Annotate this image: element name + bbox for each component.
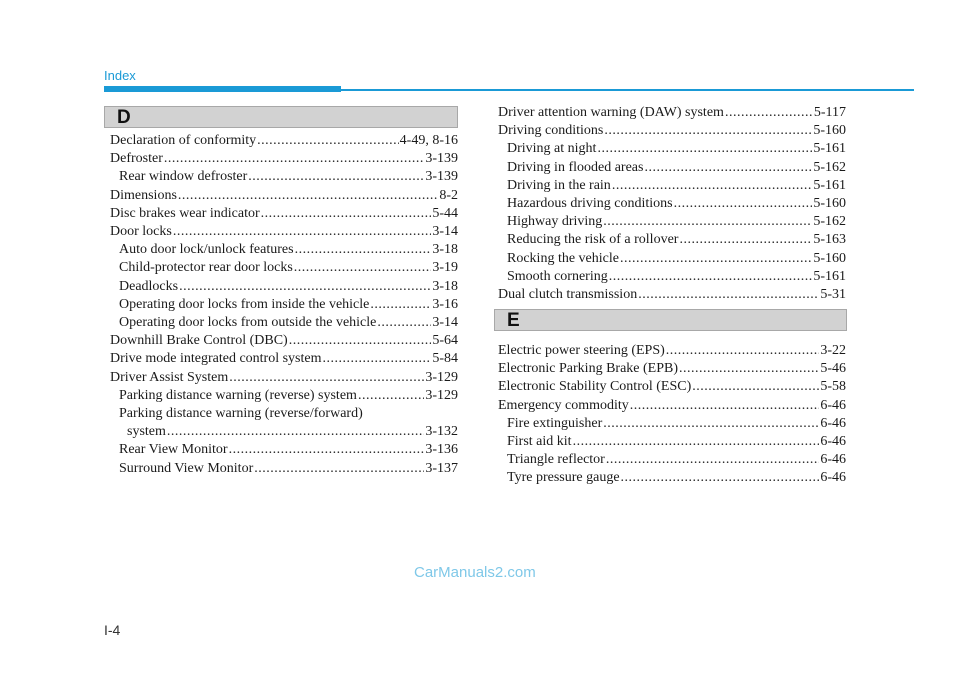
entry-name: Disc brakes wear indicator [110,205,260,221]
entry-page: 3-18 [432,278,458,294]
index-entry[interactable] [498,342,846,360]
entry-name: Parking distance warning (reverse) system [119,387,357,403]
index-subentry[interactable] [498,433,846,451]
entry-name: Rear window defroster [119,169,248,185]
entry-name: Operating door locks from outside the vehicle [119,315,377,331]
index-subentry[interactable] [110,387,458,405]
entry-page: 5-161 [813,141,846,157]
index-entry[interactable] [110,205,458,223]
entry-page: 3-139 [425,151,458,167]
entry-page: 3-14 [432,224,458,240]
index-column-right [498,104,846,304]
section-e-letter: E [507,310,520,331]
entry-name: Defroster [110,151,163,167]
entry-page: 3-129 [425,369,458,385]
entry-page: 5-117 [813,105,846,120]
entry-page: 5-163 [813,232,846,248]
entry-page: 3-19 [432,260,458,276]
entry-page: 3-139 [425,169,458,185]
index-subentry[interactable] [498,177,846,195]
index-subentry[interactable] [110,296,458,314]
index-subentry[interactable] [498,250,846,268]
entry-name: Auto door lock/unlock features [119,242,294,258]
entry-name: Rocking the vehicle [507,250,619,266]
index-subentry[interactable] [498,140,846,158]
entry-name: Declaration of conformity [110,133,257,148]
index-subentry[interactable] [498,268,846,286]
entry-page: 3-136 [425,442,458,458]
index-entry[interactable] [498,397,846,415]
entry-name: Driver attention warning (DAW) system [498,105,724,120]
entry-page: 3-16 [432,296,458,312]
index-entry[interactable] [110,350,458,368]
index-subentry[interactable] [498,415,846,433]
index-entry[interactable] [110,369,458,387]
entry-name: Electronic Parking Brake (EPB) [498,361,679,377]
entry-name: Operating door locks from inside the vehicle [119,296,370,312]
entry-name: Triangle reflector [507,452,605,468]
header-rule [341,89,914,91]
entry-page: 5-84 [432,351,458,367]
index-subentry[interactable] [498,159,846,177]
entry-name: Rear View Monitor [119,442,228,458]
entry-name: Highway driving [507,214,603,230]
header-rule-accent [104,86,341,92]
entry-page: 5-64 [432,333,458,349]
entry-page: 5-161 [813,268,846,284]
entry-name: Fire extinguisher [507,415,603,431]
index-subentry[interactable] [498,451,846,469]
entry-page: 5-46 [820,361,846,377]
index-entry[interactable] [110,332,458,350]
index-subentry[interactable] [110,168,458,186]
index-entry[interactable] [498,378,846,396]
watermark-link[interactable]: CarManuals2.com [414,564,536,581]
index-subentry-continued[interactable] [110,423,458,441]
entry-page: 3-18 [432,242,458,258]
index-entry[interactable] [110,223,458,241]
entry-name: Driving conditions [498,123,604,139]
entry-page: 8-2 [439,187,458,203]
entry-name: Driving at night [507,141,597,157]
section-d-header [104,106,458,128]
entry-page: 6-46 [820,434,846,450]
index-column-left [110,132,458,478]
entry-page: 5-44 [432,205,458,221]
index-subentry[interactable] [498,213,846,231]
entry-name: Electronic Stability Control (ESC) [498,379,692,395]
entry-page: 5-162 [813,159,846,175]
index-entry[interactable] [110,187,458,205]
entry-name: Deadlocks [119,278,179,294]
index-column-right-e [498,342,846,488]
index-subentry[interactable] [110,460,458,478]
index-subentry[interactable] [110,259,458,277]
index-subentry[interactable] [110,441,458,459]
entry-page: 5-160 [813,250,846,266]
entry-page: 6-46 [820,452,846,468]
entry-name: Driver Assist System [110,369,229,385]
entry-name: Downhill Brake Control (DBC) [110,333,288,349]
entry-page: 5-31 [820,287,846,303]
entry-page: 3-14 [432,315,458,331]
index-subentry[interactable] [110,405,458,423]
entry-name: Door locks [110,224,172,240]
entry-page: 5-160 [813,123,846,139]
index-entry[interactable] [498,122,846,140]
index-entry[interactable] [498,104,846,122]
entry-name: Parking distance warning (reverse/forward) [119,406,363,422]
section-e-header [494,309,847,331]
entry-page: 5-58 [820,379,846,395]
index-subentry[interactable] [110,314,458,332]
index-entry[interactable] [498,286,846,304]
entry-page: 6-46 [820,415,846,431]
entry-name: Smooth cornering [507,268,608,284]
entry-page: 4-49, 8-16 [399,133,458,148]
entry-page: 3-132 [425,424,458,440]
index-entry[interactable] [110,150,458,168]
entry-name: Reducing the risk of a rollover [507,232,679,248]
entry-name: Dual clutch transmission [498,287,638,303]
header-title: Index [104,68,136,83]
index-subentry[interactable] [498,231,846,249]
entry-page: 3-137 [425,460,458,476]
entry-page: 3-22 [820,343,846,358]
entry-name: Hazardous driving conditions [507,196,673,212]
page-number: I-4 [104,622,121,638]
entry-page: 6-46 [820,470,846,486]
entry-name: Emergency commodity [498,397,629,413]
section-d-letter: D [117,107,131,128]
entry-page: 6-46 [820,397,846,413]
entry-page: 3-129 [425,387,458,403]
entry-name: First aid kit [507,434,572,450]
index-subentry[interactable] [498,195,846,213]
entry-name: system [127,424,166,440]
entry-name: Dimensions [110,187,177,203]
entry-name: Electric power steering (EPS) [498,343,665,358]
index-subentry[interactable] [498,469,846,487]
entry-name: Surround View Monitor [119,460,254,476]
index-subentry[interactable] [110,241,458,259]
entry-name: Tyre pressure gauge [507,470,620,486]
entry-page: 5-162 [813,214,846,230]
index-entry[interactable] [498,360,846,378]
entry-page: 5-161 [813,177,846,193]
entry-name: Child-protector rear door locks [119,260,293,276]
entry-page: 5-160 [813,196,846,212]
entry-name: Driving in the rain [507,177,611,193]
index-subentry[interactable] [110,278,458,296]
index-entry[interactable] [110,132,458,150]
entry-name: Drive mode integrated control system [110,351,322,367]
entry-name: Driving in flooded areas [507,159,644,175]
